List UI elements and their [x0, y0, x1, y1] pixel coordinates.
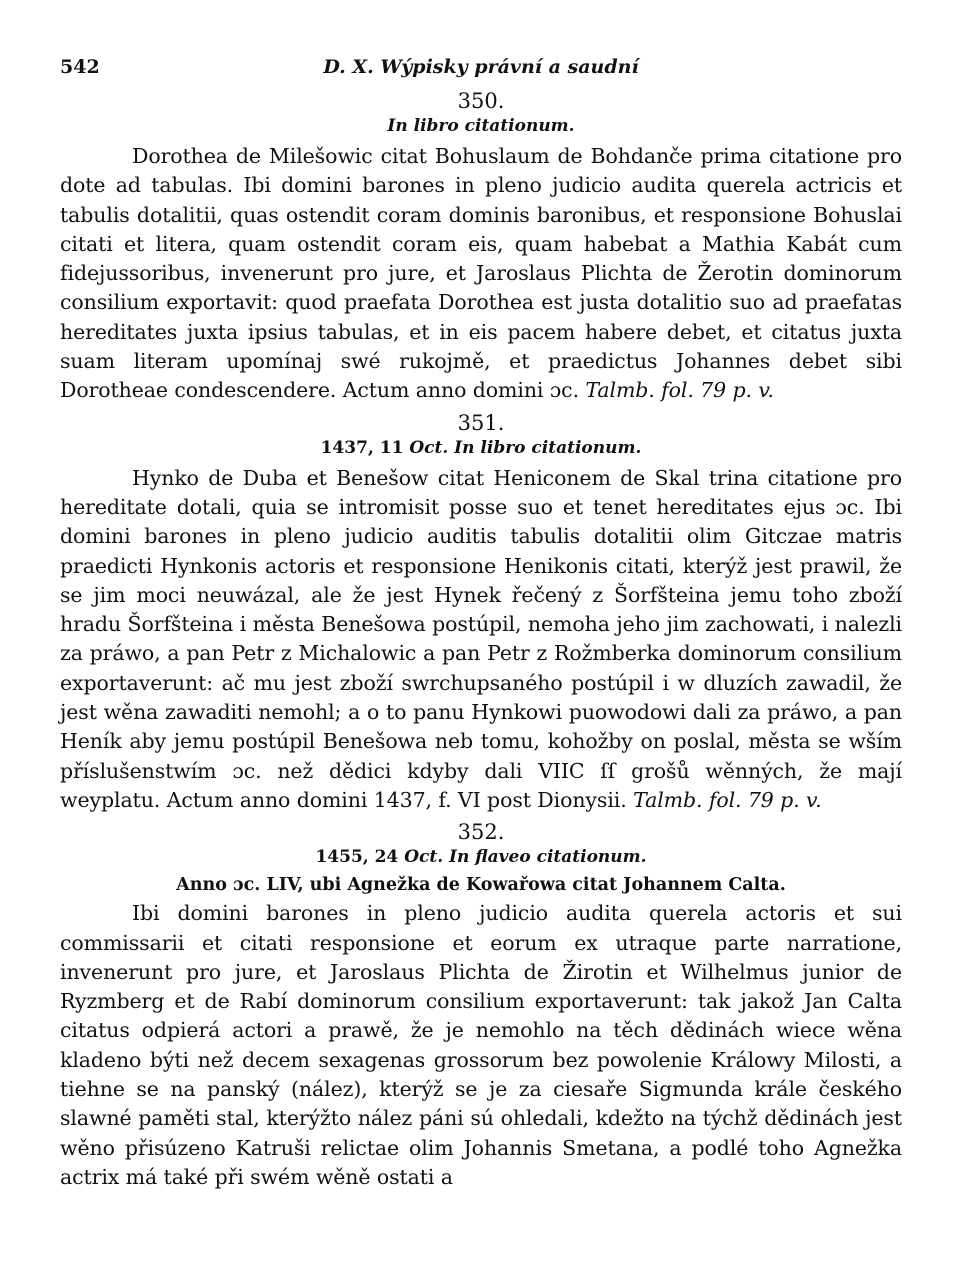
entry-body: Ibi domini barones in pleno judicio audita querela actoris et sui commissarii et citati responsione et eorum ex utraque parte narratione, invenerunt pro jure, et Jaroslaus Plichta de Žirotin et Wilhelmus junior de Ryzmberg et de Rabí dominorum consilium exportaverunt: tak jakož Jan Calta citatus odpierá actori a prawě, že je nemohlo na těch dědinách wiece wěna kladeno býti než decem sexagenas grossorum bez powolenie Králowy Milosti, a tiehne se na panský (nález), kterýž se je za ciesaře Sigmunda krále českého slawné paměti stal, kterýžto nález páni sú ohledali, kdežto na týchž dědinách jest wěno přisúzeno Katruši relictae olim Johannis Smetana, a podlé toho Agnežka actrix má také při swém wěně ostati a [60, 901, 902, 1189]
entry-352 [60, 819, 902, 1192]
entry-paragraph [60, 464, 902, 816]
entry-reference: Talmb. fol. 79 p. v. [585, 378, 774, 403]
entry-text [60, 464, 902, 816]
entry-body: Hynko de Duba et Benešow citat Heniconem de Skal trina citatione pro hereditate dotali, quia se intromisit posse suo et tenet hereditates ejus ɔc. Ibi domini barones in pleno judicio auditis tabulis dotalitii olim Gitczae matris praedicti Hynkonis actoris et responsione Henikonis citati, kterýž jest prawil, že se jim moci neuwázal, ale že jest Hynek řečený z Šorfšteina jemu toho zboží hradu Šorfšteina i města Benešowa postúpil, nemoha jeho jim zachowati, i nalezli za práwo, a pan Petr z Michalowic a pan Petr z Rožmberka dominorum consilium exportaverunt: ač mu jest zboží swrchupsaného postúpil i w dluzích zawadil, že jest wěna zawaditi nemohl; a o to panu Hynkowi puowodowi dali za práwo, a pan Heník aby jemu postúpil Benešowa neb tomu, kohožby on poslal, města se wším příslušenstwím ɔc. než dědici kdyby dali VIIC ſſ grošů wěnných, že mají weyplatu. Actum anno domini 1437, f. VI post Dionysii. [60, 465, 902, 812]
entry-text [60, 142, 902, 406]
entry-source: Oct. In flaveo citationum. [404, 847, 647, 868]
entry-paragraph [60, 142, 902, 406]
entry-number: 350. [457, 89, 505, 113]
entry-source: In libro citationum. [387, 116, 575, 136]
entry-source-line [60, 436, 902, 460]
entry-paragraph [60, 899, 902, 1192]
entry-reference: Talmb. fol. 79 p. v. [633, 787, 822, 812]
running-title: D. X. Wýpisky právní a saudní [323, 56, 639, 78]
entry-date: 1437, 11 [320, 437, 404, 458]
running-head [60, 50, 902, 84]
entry-source-line [60, 845, 902, 869]
entry-body: Dorothea de Milešowic citat Bohuslaum de Bohdanče prima citatione pro dote ad tabulas. Ibi domini barones in pleno judicio audita querela actricis et tabulis dotalitii, quas ostendit coram dominis baronibus, et responsione Bohuslai citati et litera, quam ostendit coram eis, quam habebat a Mathia Kabát cum fidejussoribus, invenerunt pro jure, et Jaroslaus Plichta de Žerotin dominorum consilium exportavit: quod praefata Dorothea est justa dotalitio suo ad praefatas hereditates juxta ipsius tabulas, et in eis pacem habere debet, et citatus juxta suam literam upomínaj swé rukojmě, et praedictus Johannes debet sibi Dorotheae condescendere. Actum anno domini ɔc. [60, 144, 902, 403]
entry-note: Anno ɔc. LIV, ubi Agnežka de Kowařowa citat Johannem Calta. [176, 875, 786, 896]
entry-text [60, 899, 902, 1192]
entry-source: Oct. In libro citationum. [409, 437, 642, 458]
entry-350 [60, 88, 902, 406]
entry-351 [60, 410, 902, 816]
entry-number: 351. [457, 410, 505, 435]
page-number: 542 [60, 56, 100, 78]
entry-date: 1455, 24 [315, 847, 399, 868]
entry-number: 352. [457, 820, 505, 845]
